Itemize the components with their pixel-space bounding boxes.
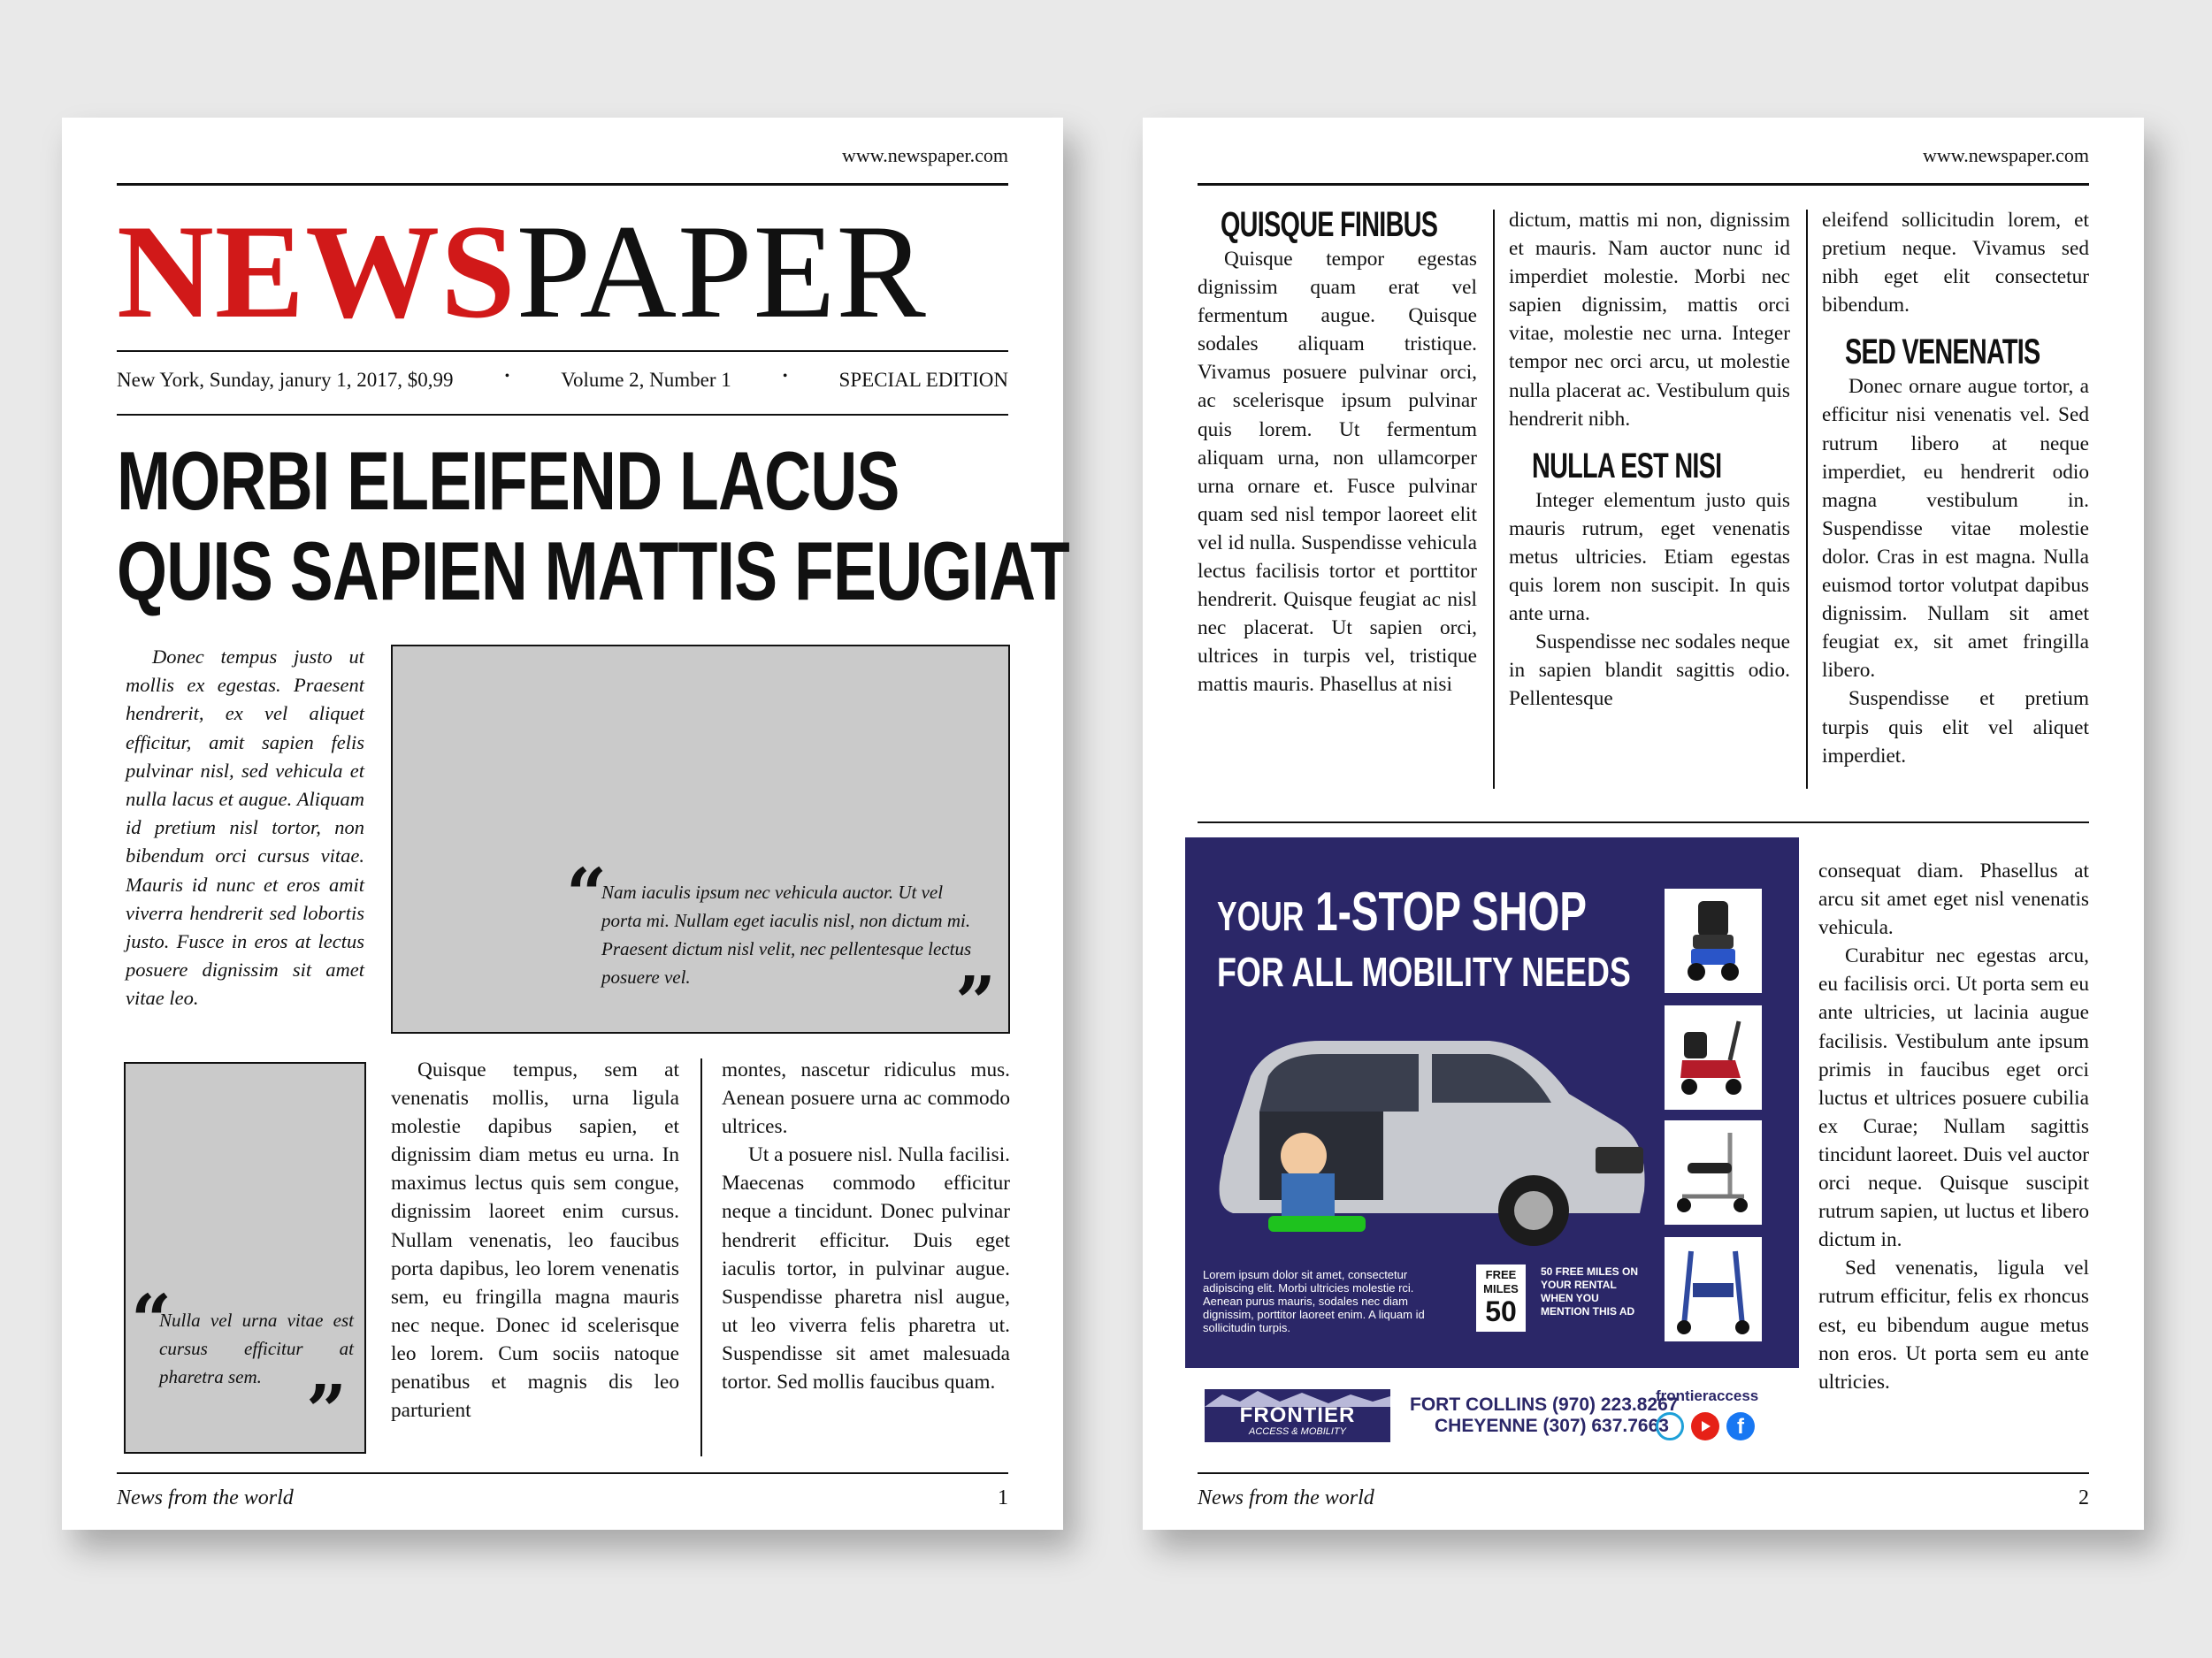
- quote-open-icon: “: [131, 1279, 172, 1362]
- knee-walker-thumbnail: [1665, 1120, 1762, 1225]
- masthead-news: NEWS: [117, 197, 517, 346]
- logo-subtitle: ACCESS & MOBILITY: [1248, 1426, 1347, 1437]
- headline-line-2: QUIS SAPIEN MATTIS FEUGIAT: [117, 524, 1069, 617]
- section-heading: QUISQUE FINIBUS: [1221, 205, 1438, 244]
- badge-number: 50: [1485, 1295, 1517, 1327]
- top-rule: [1198, 183, 2089, 186]
- page-number: 1: [998, 1486, 1008, 1509]
- dateline-top-rule: [117, 350, 1008, 352]
- separator-dot: •: [782, 369, 788, 384]
- top-rule: [117, 183, 1008, 186]
- badge-miles: MILES: [1483, 1282, 1519, 1295]
- main-image-placeholder: [391, 645, 1010, 1043]
- contact-cheyenne: CHEYENNE (307) 637.7663: [1435, 1416, 1669, 1436]
- van-image: [1198, 1014, 1657, 1253]
- footer-label: News from the world: [1198, 1486, 1374, 1509]
- column-paragraph: Sed venenatis, ligula vel rutrum efficitur, felis ex rhoncus est, eu bibendum augue metus non eros. Ut porta sem eu ante ultricies.: [1818, 1257, 2089, 1394]
- column-paragraph: Suspendisse et pretium turpis quis elit vel aliquet imperdiet.: [1822, 687, 2089, 768]
- masthead-paper: PAPER: [516, 197, 927, 346]
- power-chair-thumbnail: [1665, 889, 1762, 993]
- mobility-advertisement[interactable]: [1185, 837, 1799, 1368]
- issue-edition: SPECIAL EDITION: [838, 369, 1008, 391]
- masthead: [117, 197, 927, 346]
- free-miles-text: 50 FREE MILES ON YOUR RENTAL WHEN YOU MENTION THIS AD: [1541, 1265, 1639, 1318]
- ad-body-text: Lorem ipsum dolor sit amet, consectetur adipiscing elit. Morbi ultricies molestie rci. Aenean purus mauris, sodales nec diam dignissim, porttitor laoreet enim. A liquam id sollicitudin turpis.: [1203, 1268, 1425, 1334]
- column-paragraph: montes, nascetur ridiculus mus. Aenean posuere urna ac commodo ultrices.: [722, 1058, 1010, 1139]
- pull-quote-1: Nam iaculis ipsum nec vehicula auctor. Ut vel porta mi. Nullam eget iaculis nisl, non dictum mi. Praesent dictum nisl velit, nec pellentesque lectus posuere vel.: [601, 882, 972, 988]
- youtube-icon[interactable]: [1691, 1412, 1719, 1440]
- column-paragraph: dictum, mattis mi non, dignissim et mauris. Nam auctor nunc id imperdiet molestie. Morbi nec sapien dignissim, mattis orci vitae, molestie nec urna. Integer tempor nec orci arcu, ut molestie nulla placerat ac. Vestibulum quis hendrerit nibh.: [1509, 209, 1790, 431]
- article-column-1: [1198, 204, 1477, 699]
- logo-name: FRONTIER: [1239, 1403, 1356, 1427]
- headline-line-1: MORBI ELEIFEND LACUS: [117, 434, 899, 527]
- column-paragraph: Quisque tempus, sem at venenatis mollis, urna ligula molestie dapibus sapien, et dignissim diam metus eu urna. In maximus lectus quis sem congue, dignissim laoreet enim cursus. Nullam venenatis, leo faucibus porta dapibus, leo lorem venenatis sem, eu fringilla magna mauris nec neque. Donec id scelerisque leo lorem. Cum sociis natoque penatibus et magnis dis leo parturient: [391, 1058, 679, 1423]
- dateline: [117, 369, 1008, 392]
- ad-title-main: 1-STOP SHOP: [1315, 882, 1587, 943]
- section-rule: [1198, 821, 2089, 823]
- pull-quote-2: Nulla vel urna vitae est cursus efficitur at pharetra sem.: [159, 1310, 354, 1387]
- column-divider: [1493, 210, 1495, 789]
- issue-date: New York, Sunday, janury 1, 2017, $0,99: [117, 369, 454, 391]
- rollator-thumbnail: [1665, 1237, 1762, 1341]
- quote-open-icon: “: [566, 852, 608, 936]
- scooter-thumbnail: [1665, 1005, 1762, 1110]
- frontier-logo: [1205, 1389, 1390, 1442]
- ad-subtitle: FOR ALL MOBILITY NEEDS: [1217, 949, 1631, 995]
- page-number: 2: [2078, 1486, 2089, 1509]
- page-one: [62, 118, 1069, 1530]
- ad-title: [1217, 882, 1587, 947]
- contact-fort-collins: FORT COLLINS (970) 223.8267: [1410, 1394, 1679, 1415]
- social-handle: frontieraccess: [1656, 1387, 1759, 1404]
- article-column-bottom: [1818, 857, 2089, 1396]
- column-paragraph: Suspendisse nec sodales neque in sapien blandit sagittis odio. Pellentesque: [1509, 630, 1790, 711]
- column-paragraph: Quisque tempor egestas dignissim quam erat vel fermentum augue. Quisque sodales aliquam tristique. Vivamus posuere pulvinar orci, ac scelerisque ipsum pulvinar quis lorem. Ut fermentum aliquam urna, non ullamcorper urna ornare et. Fusce pulvinar quam sed nisl tempor laoreet elit vel id nulla. Suspendisse vehicula lectus facilisis tortor et porttitor hendrerit. Quisque feugiat ac nisl nec placerat. Ut sapien orci, ultrices in turpis vel, tristique mattis mauris. Phasellus at nisi: [1198, 248, 1477, 697]
- page-two: [1143, 118, 2144, 1530]
- issue-volume: Volume 2, Number 1: [561, 369, 731, 391]
- site-url: www.newspaper.com: [1923, 144, 2089, 166]
- separator-dot: •: [504, 369, 510, 384]
- lead-text: Donec tempus justo ut mollis ex egestas. Praesent hendrerit, ex vel aliquet efficitur, amit sapien felis pulvinar nisl, sed vehicula et nulla lacus et augue. Aliquam id pretium nisl tortor, non bibendum orci cursus vitae. Mauris id nunc et eros amit viverra hendrerit sed lobortis justo. Fusce in eros at lectus posuere dignissim sit amet vitae leo.: [126, 646, 364, 1010]
- site-url: www.newspaper.com: [842, 144, 1008, 166]
- ad-title-your: YOUR: [1217, 893, 1305, 939]
- footer-rule: [117, 1472, 1008, 1474]
- globe-icon[interactable]: [1656, 1412, 1684, 1440]
- free-miles-badge: [1473, 1262, 1528, 1334]
- column-paragraph: Curabitur nec egestas arcu, eu facilisis orci. Ut porta sem eu ante ultricies, ut lacinia augue facilisis. Vestibulum ante ipsum primis in faucibus eget orci luctus et ultrices posuere cubilia ex Curae; Nullam sagittis tincidunt laoreet. Duis vel auctor orci neque. Quisque suscipit rutrum sapien, ut luctus et libero dictum in.: [1818, 944, 2089, 1252]
- column-paragraph: consequat diam. Phasellus at arcu sit amet eget nisl venenatis vehicula.: [1818, 860, 2089, 940]
- lead-paragraph: [126, 643, 364, 1013]
- article-column-middle: [391, 1056, 679, 1425]
- column-paragraph: Donec ornare augue tortor, a efficitur nisi venenatis vel. Sed rutrum libero at neque imperdiet, eu hendrerit odio magna vestibulum in. Suspendisse vitae molestie dolor. Cras in est magna. Nulla euismod tortor volutpat dapibus dignissim. Nullam sit amet feugiat ex, sit amet fringilla libero.: [1822, 375, 2089, 683]
- footer-rule: [1198, 1472, 2089, 1474]
- badge-free: FREE: [1485, 1268, 1517, 1281]
- section-heading: SED VENENATIS: [1845, 332, 2040, 372]
- article-column-3: [1822, 206, 2089, 770]
- footer-label: News from the world: [117, 1486, 294, 1509]
- column-paragraph: Ut a posuere nisl. Nulla facilisi. Maecenas commodo efficitur neque a tincidunt. Donec pulvinar hendrerit efficitur. Duis eget iaculis tortor, in pulvinar augue. Suspendisse pharetra nisl augue, ut leo viverra felis pharetra ut. Suspendisse sit amet malesuada tortor. Sed mollis faucibus quam.: [722, 1143, 1010, 1394]
- facebook-icon[interactable]: f: [1726, 1412, 1755, 1440]
- column-divider: [700, 1058, 702, 1456]
- quote-close-icon: ”: [955, 960, 997, 1043]
- column-divider: [1806, 210, 1808, 789]
- article-column-right: [722, 1056, 1010, 1396]
- article-column-2: [1509, 206, 1790, 714]
- column-paragraph: eleifend sollicitudin lorem, et pretium neque. Vivamus sed nibh eget elit consectetur bibendum.: [1822, 209, 2089, 317]
- section-heading: NULLA EST NISI: [1532, 446, 1722, 485]
- main-headline: [117, 436, 1069, 616]
- dateline-bottom-rule: [117, 414, 1008, 416]
- quote-close-icon: ”: [306, 1369, 348, 1452]
- column-paragraph: Integer elementum justo quis mauris rutrum, eget venenatis metus ultricies. Etiam egestas quis lorem non suscipit. In quis ante urna.: [1509, 488, 1790, 626]
- side-image-placeholder: [124, 1062, 366, 1454]
